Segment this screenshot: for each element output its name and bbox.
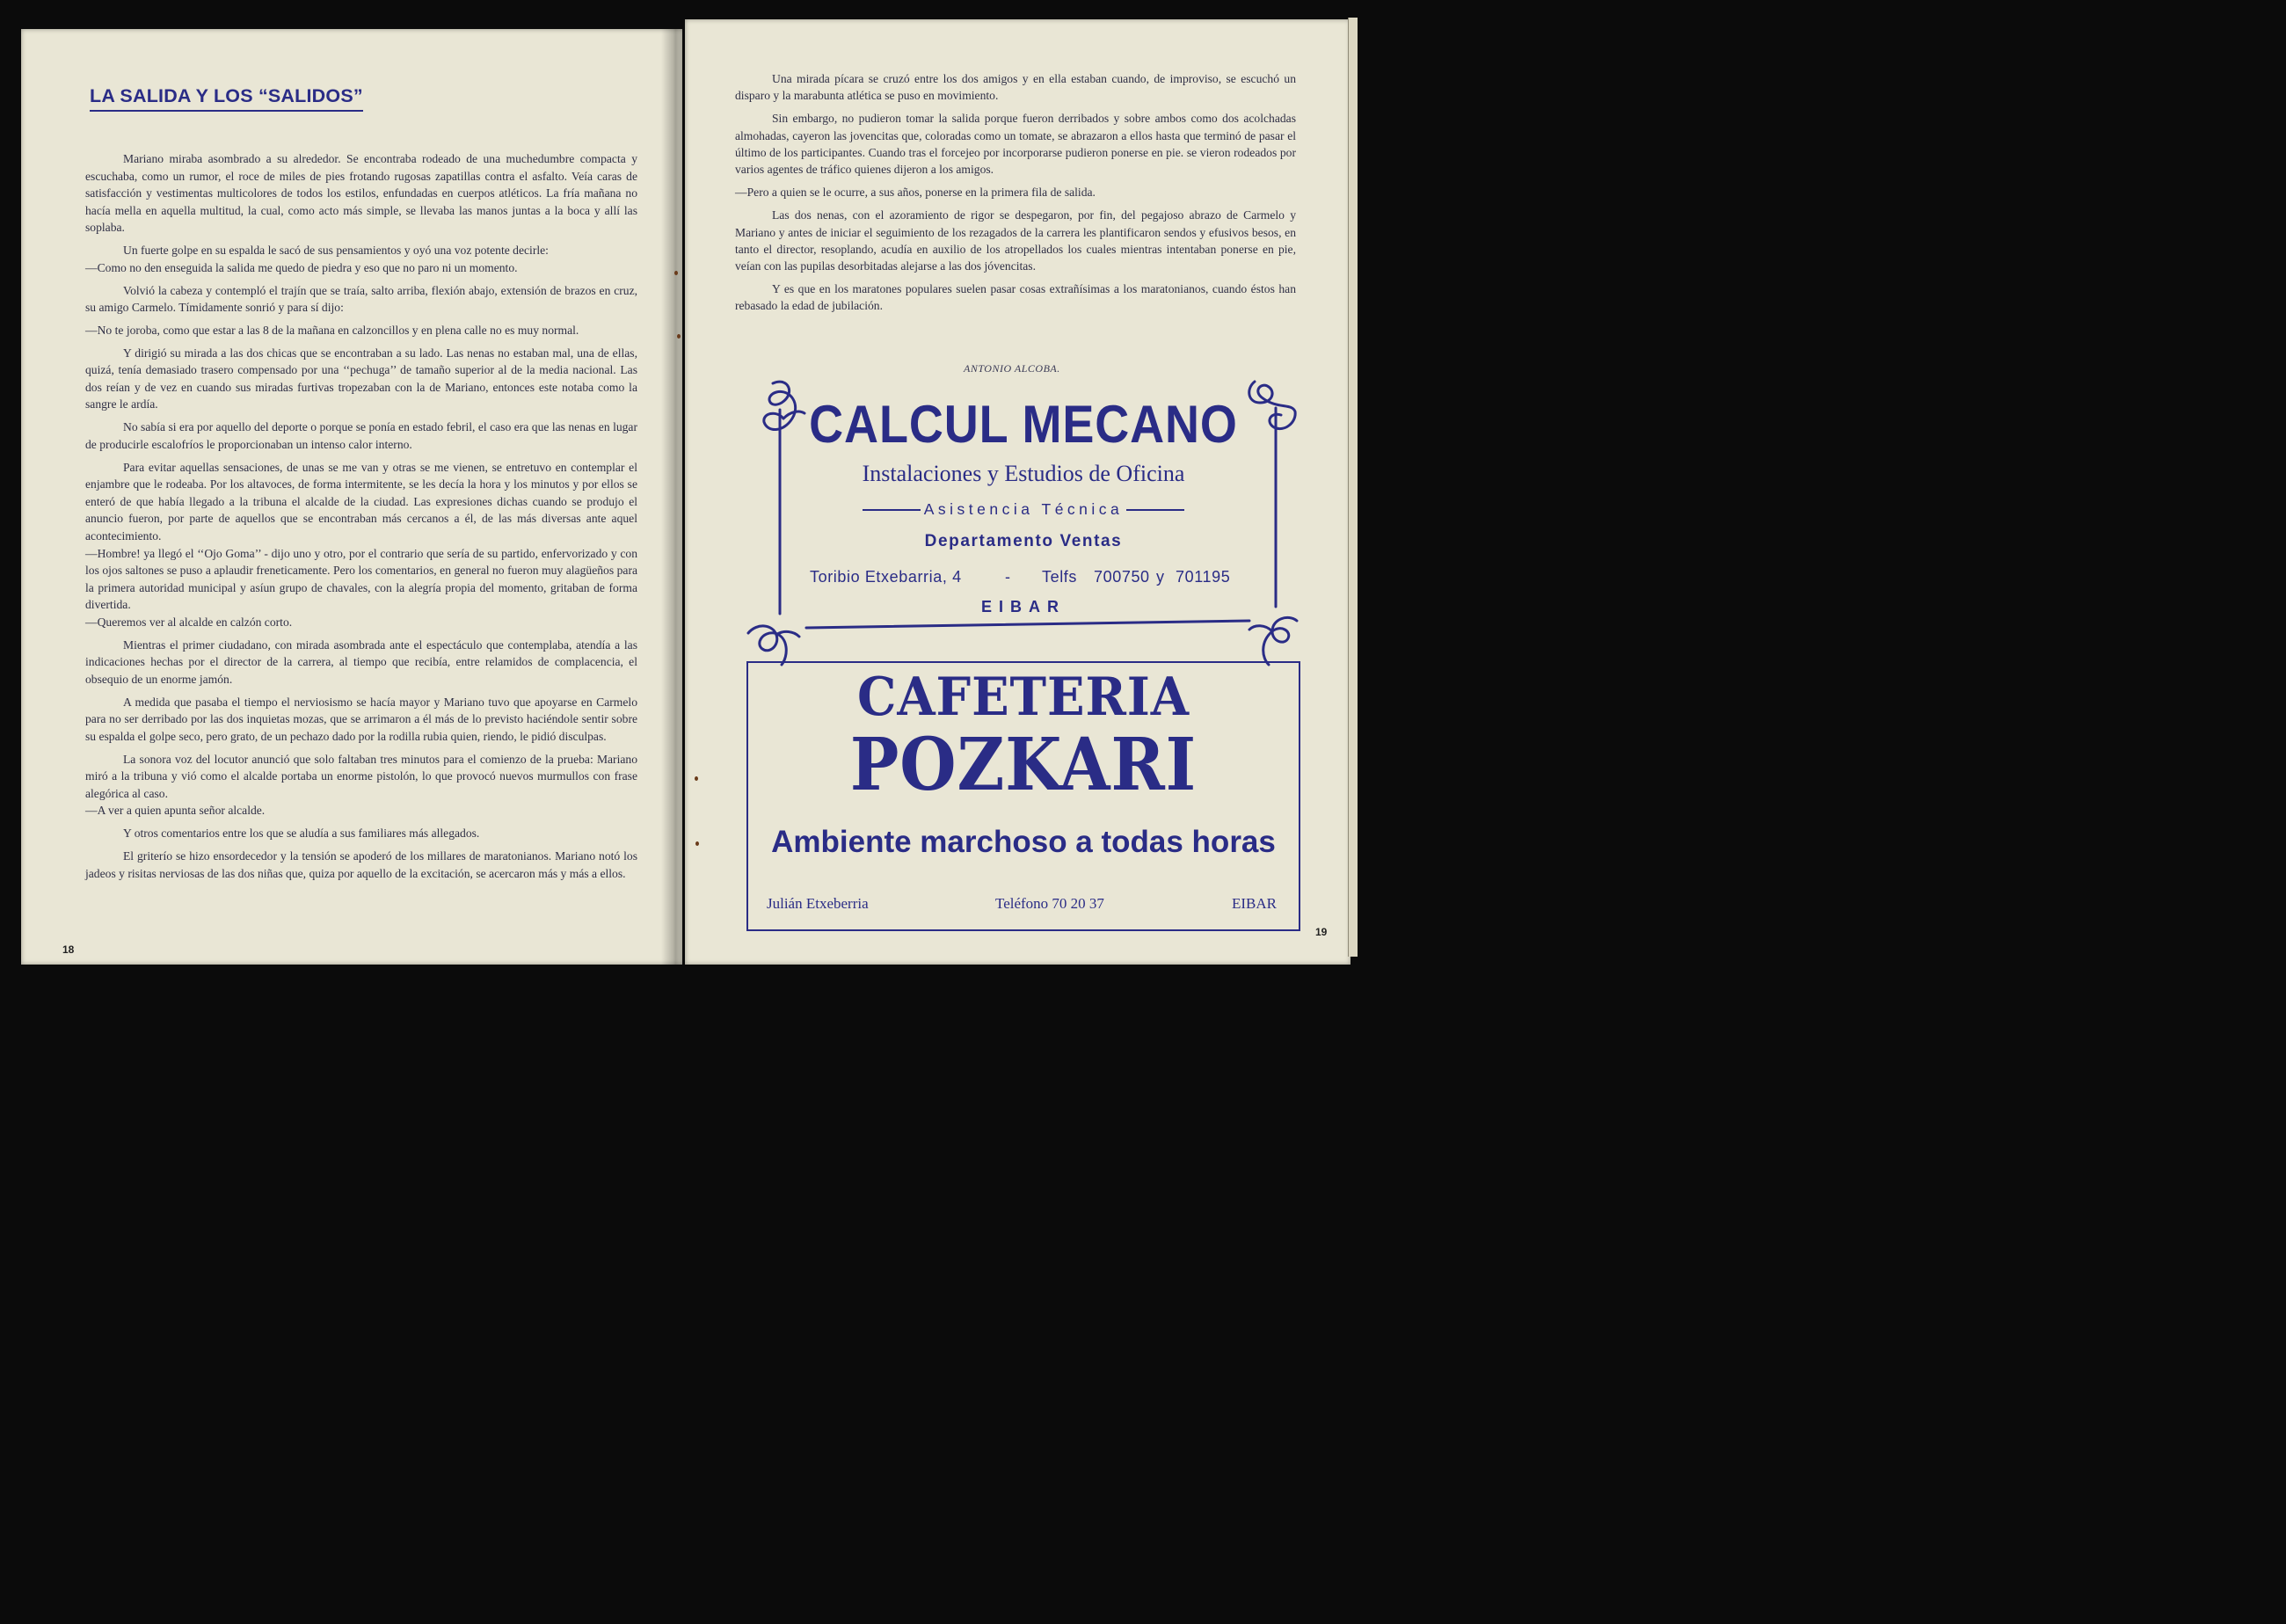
ad-separator: - (1005, 568, 1011, 586)
dialogue-line: —No te joroba, como que estar a las 8 de la mañana en calzoncillos y en plena calle no es muy normal. (85, 323, 579, 337)
ad-cafeteria-city: EIBAR (1232, 895, 1277, 912)
paragraph: Una mirada pícara se cruzó entre los dos amigos y en ella estaban cuando, de improviso, se escuchó un disparo y la marabunta atlética se puso en movimiento. (735, 72, 1296, 103)
dialogue-line: —Como no den enseguida la salida me quedo de piedra y eso que no paro ni un momento. (85, 260, 518, 274)
page-number-right: 19 (1315, 926, 1328, 938)
paragraph: Sin embargo, no pudieron tomar la salida porque fueron derribados y sobre ambos como dos acolchadas almohadas, cayeron las jovencitas que, coloradas como un tomate, se abrazaron a ellos hasta que terminó de pasar el último de los participantes. Cuando tras el forcejeo por incorporarse pudieron ponerse en pie. se vieron rodeados por varios agentes de tráfico quienes dijeron a los amigos. (735, 112, 1296, 177)
paragraph: Mariano miraba asombrado a su alrededor. Se encontraba rodeado de una muchedumbre compacta y escuchaba, como un rumor, el roce de miles de pies frotando rugosas zapatillas contra el asfalto. Veía caras de satisfacción y vestimentas multicolores de todos los estilos, enfundadas en cuerpos atléticos. La fría mañana no hacía mella en aquella multitud, la cual, como acto más simple, se llevaba las manos juntas a la boca y allí las soplaba. (85, 152, 637, 235)
ad-brand-name: CALCUL MECANO (809, 395, 1238, 454)
ad-phone-join: y (1156, 568, 1165, 586)
page-edge (1348, 18, 1358, 957)
ad-subtitle: Instalaciones y Estudios de Oficina (862, 461, 1185, 486)
ad-city: EIBAR (980, 598, 1066, 615)
paragraph: La sonora voz del locutor anunció que solo faltaban tres minutos para el comienzo de la prueba: Mariano miró a la tribuna y vió como el alcalde portaba un enorme pistolón, lo que provocó nuevos murmullos con frase alegórica al caso. (85, 752, 637, 800)
ad-cafeteria-heading: CAFETERIA (856, 666, 1190, 728)
decorative-rule (1126, 509, 1184, 511)
dialogue-line: —Hombre! ya llegó el ‘‘Ojo Goma’’ - dijo uno y otro, por el contrario que sería de su partido, enfervorizado y con los ojos saltones se puso a aplaudir freneticamente. Pero los comentarios, en general no fueron muy alagüeños para la primera autoridad municipal y asíun grupo de chavales, con la alegría propia del momento, gritaban de forma divertida. (85, 546, 637, 612)
decorative-rule (863, 509, 921, 511)
paragraph: Mientras el primer ciudadano, con mirada asombrada ante el espectáculo que contemplaba, atendía a las indicaciones hechas por el director de la carrera, al tiempo que recibía, entre relamidos de complacencia, el obsequio de un enorme jamón. (85, 637, 637, 686)
ad-phone-2: 701195 (1176, 568, 1231, 586)
rust-speck (695, 841, 699, 846)
left-page (21, 29, 682, 965)
author-signature: ANTONIO ALCOBA. (964, 362, 1060, 375)
paragraph: No sabía si era por aquello del deporte o porque se ponía en estado febril, el caso era que las nenas en lugar de producirle escalofríos le proporcionaban un intenso calor interno. (85, 420, 637, 451)
ad-phone-label: Telfs (1042, 568, 1078, 586)
paragraph: El griterío se hizo ensordecedor y la tensión se apoderó de los millares de maratonianos. Mariano notó los jadeos y risitas nerviosas de las dos niñas que, quiza por aquello de la excitación, se acercaron más y más a ellos. (85, 849, 637, 880)
ad-assistance-text: Asistencia Técnica (923, 500, 1124, 518)
rust-speck (674, 271, 678, 275)
calcul-mecano-ad (738, 376, 1309, 666)
cafeteria-pozkari-ad (746, 661, 1300, 931)
paragraph: A medida que pasaba el tiempo el nerviosismo se hacía mayor y Mariano tuvo que apoyarse en Carmelo para no ser derribado por las dos inquietas mozas, que se arrimaron a él más de lo previsto haciéndole sentir sobre su espalda el golpe seco, pero grato, de un pechazo dado por la rodilla rubia quien, riendo, le pidió disculpas. (85, 695, 637, 743)
dialogue-line: —Queremos ver al alcalde en calzón corto. (85, 615, 293, 629)
rust-speck (695, 776, 698, 781)
ad-phone-1: 700750 (1094, 568, 1150, 586)
rust-speck (677, 334, 681, 339)
paragraph: Para evitar aquellas sensaciones, de unas se me van y otras se me vienen, se entretuvo en contemplar el enjambre que le rodeaba. Por los altavoces, de forma intermitente, se les decía la hora y los minutos y por ellos se enteró de que había llegado a la tribuna el alcalde de la ciudad. Las expresiones dichas cuando se produjo el anuncio fueron, por parte de aquellos que se encontraban más cercanos a él, de las más diversas ante aquel acontecimiento. (85, 460, 637, 543)
ad-cafeteria-name: POZKARI (849, 723, 1198, 807)
article-body (85, 150, 637, 887)
paragraph: Y es que en los maratones populares suelen pasar cosas extrañísimas a los maratonianos, cuando éstos han rebasado la edad de jubilación. (735, 282, 1296, 313)
ad-street: Toribio Etxebarria, 4 (810, 568, 962, 586)
ad-assistance-line (738, 500, 1309, 519)
ad-cafeteria-tagline: Ambiente marchoso a todas horas (771, 825, 1276, 859)
paragraph: Y dirigió su mirada a las dos chicas que se encontraban a su lado. Las nenas no estaban mal, una de ellas, quizá, tenía demasiado trasero compensado por una ‘‘pechuga’’ de tamaño superior al de la media nacional. Las dos reían y de vez en cuando sus miradas furtivas tropezaban con la de Mariano, entonces este notaba como la sangre le ardía. (85, 346, 637, 411)
ad-cafeteria-owner: Julián Etxeberria (767, 895, 869, 912)
ad-sales-department: Departamento Ventas (924, 532, 1123, 550)
ad-cafeteria-phone: Teléfono 70 20 37 (995, 895, 1104, 912)
book-spine-shadow (661, 29, 688, 965)
page-number-left: 18 (62, 943, 75, 956)
paragraph: Volvió la cabeza y contempló el trajín que se traía, salto arriba, flexión abajo, extensión de brazos en cruz, su amigo Carmelo. Tímidamente sonrió y para sí dijo: (85, 283, 637, 315)
dialogue-line: —Pero a quien se le ocurre, a sus años, ponerse en la primera fila de salida. (735, 186, 1096, 200)
paragraph: Las dos nenas, con el azoramiento de rigor se despegaron, por fin, del pegajoso abrazo de Carmelo y Mariano y antes de iniciar el seguimiento de los rezagados de la carrera les plantificaron sendos y efusivos besos, en tanto el director, resoplando, acudía en auxilio de los atropellados los cuales mientras intentaban ponerse en pie, veían con las pupilas desorbitadas alejarse a las dos jóvencitas. (735, 208, 1296, 273)
article-continuation (735, 70, 1296, 321)
dialogue-line: —A ver a quien apunta señor alcalde. (85, 804, 266, 818)
paragraph: Un fuerte golpe en su espalda le sacó de sus pensamientos y oyó una voz potente decirle: (123, 244, 549, 258)
right-page (685, 19, 1350, 965)
article-title: LA SALIDA Y LOS “SALIDOS” (90, 85, 363, 112)
paragraph: Y otros comentarios entre los que se aludía a sus familiares más allegados. (123, 827, 480, 841)
